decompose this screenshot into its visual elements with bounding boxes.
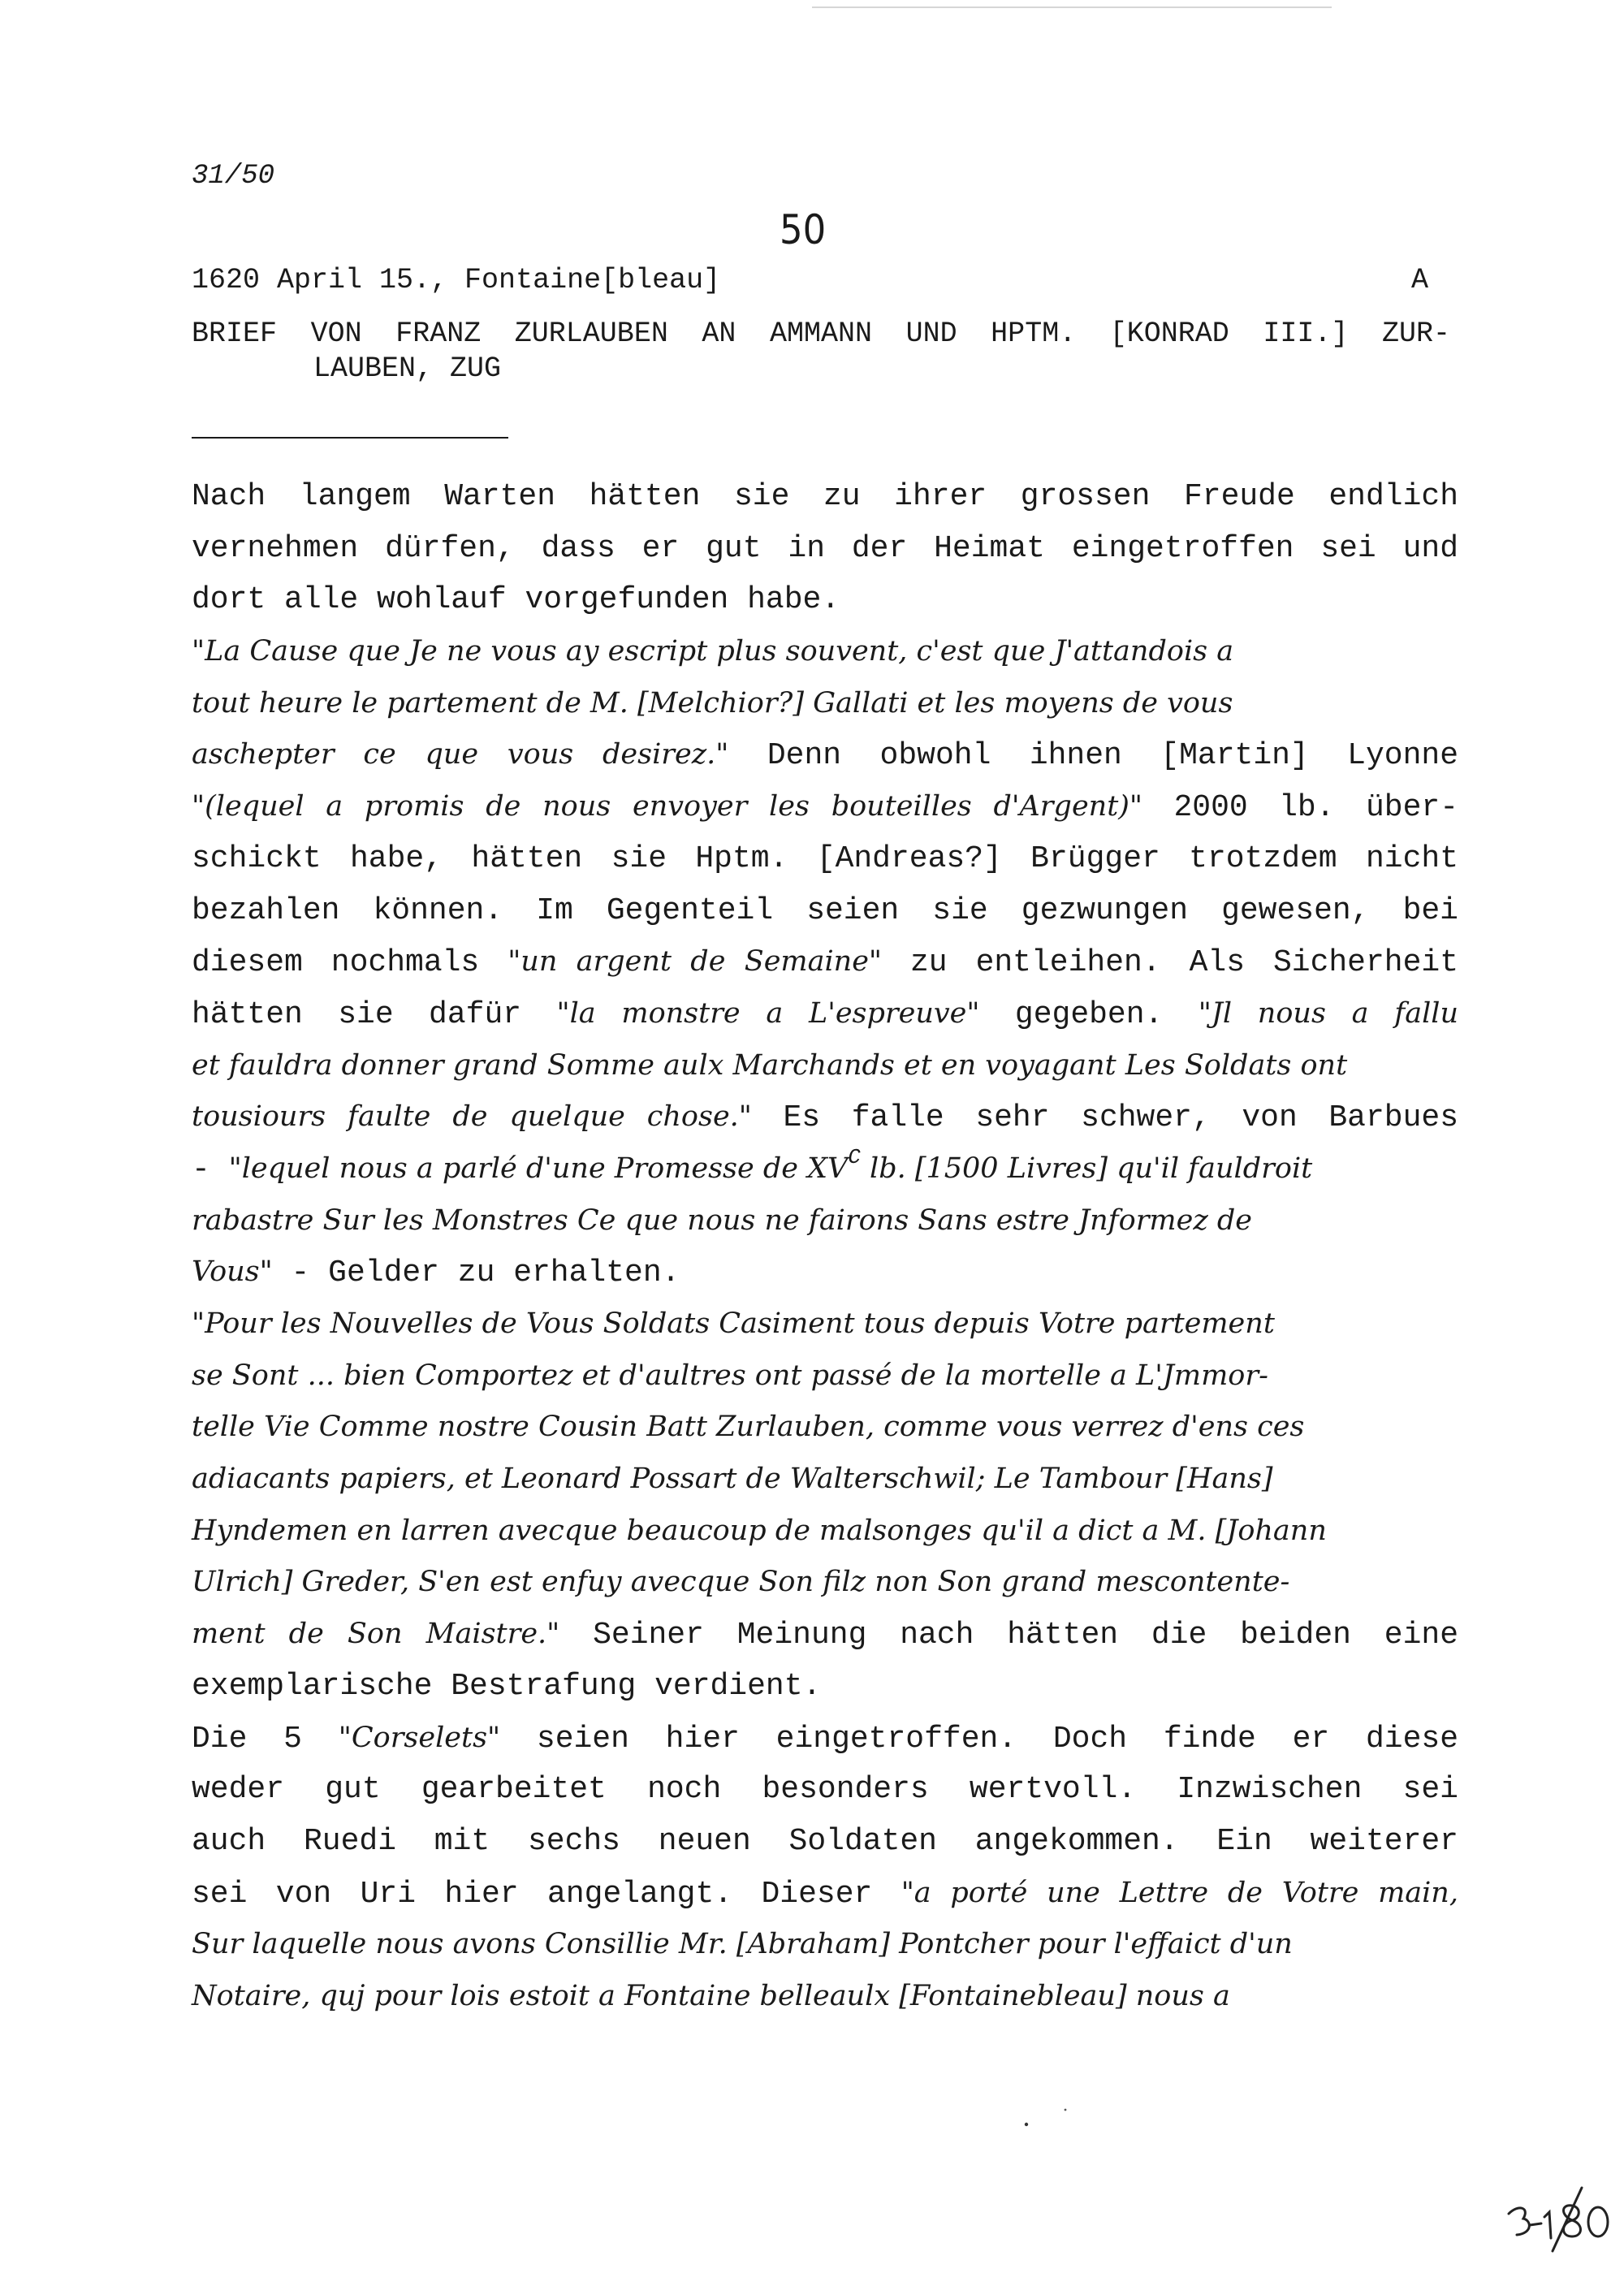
french-quote: Sur laquelle nous avons Consillie Mr. [Abraham] Pontcher pour l'effaict d'un [192,1928,1293,1961]
body-line [192,1454,1458,1506]
body-line [192,1299,1458,1350]
variant-marker: A [1410,264,1428,296]
french-quote: "La Cause que Je ne vous ay escript plus souvent, c'est que J'attandois a [192,635,1234,668]
french-quote: "a porté une Lettre de Votre main, [901,1876,1458,1909]
body-line [192,1764,1458,1816]
french-quote: et fauldra donner grand Somme aulx Marchands et en voyagant Les Soldats ont [192,1048,1348,1082]
body-line [192,1091,1458,1143]
body-line [192,1247,1458,1299]
body-line [192,988,1458,1040]
french-quote: ment de Son Maistre." [192,1618,560,1651]
body-line [192,1040,1458,1092]
heading-line-2: LAUBEN, ZUG [313,352,502,385]
german-text: schickt habe, hätten sie Hptm. [Andreas?] Brügger trotzdem nicht [192,841,1458,876]
french-quote: Ulrich] Greder, S'en est enfuy avecque Son filz non Son grand mescontente- [192,1566,1290,1599]
german-text: Es falle sehr schwer, von Barbues [751,1100,1459,1136]
german-text: 2000 lb. über- [1142,790,1459,826]
dateline [192,264,1428,296]
french-quote: "(lequel a promis de nous envoyer les bouteilles d'Argent)" [192,790,1143,823]
french-quote: aschepter ce que vous desirez." [192,738,729,771]
handwritten-folio-stamp [1502,2183,1616,2256]
body-line [192,1350,1458,1402]
folio-reference: 31/50 [192,161,275,192]
body-line [192,833,1458,885]
body-line [192,1713,1458,1765]
body-line [192,1195,1458,1247]
letter-heading [192,317,1450,387]
french-quote: "un argent de Semaine" [508,945,883,979]
body-line [192,729,1458,781]
german-text: exemplarische Bestrafung verdient. [192,1668,822,1704]
superscript: C [848,1144,861,1169]
german-text: bezahlen können. Im Gegenteil seien sie gezwungen gewesen, bei [192,892,1458,928]
body-line [192,1609,1458,1661]
body-line [192,1816,1458,1868]
french-quote: "Corselets" [338,1721,501,1754]
french-quote: Vous" [192,1255,273,1289]
body-line [192,678,1458,730]
german-text: Nach langem Warten hätten sie zu ihrer grossen Freude endlich [192,479,1458,514]
german-text: vernehmen dürfen, dass er gut in der Heimat eingetroffen sei und [192,530,1458,566]
french-quote: Hyndemen en larren avecque beaucoup de malsonges qu'il a dict a M. [Johann [192,1514,1327,1547]
german-text: - [192,1152,229,1187]
body-line [192,936,1458,988]
french-quote: tousiours faulte de quelque chose." [192,1100,752,1134]
german-text: hätten sie dafür [192,996,557,1032]
german-text: zu entleihen. Als Sicherheit [882,945,1459,981]
french-quote: se Sont ... bien Comportez et d'aultres ont passé de la mortelle a L'Jmmor- [192,1359,1268,1392]
heading-divider [192,437,508,439]
body-line [192,471,1458,523]
german-text: Denn obwohl ihnen [Martin] Lyonne [728,738,1459,774]
body-line [192,574,1458,626]
french-quote: "Jl nous a fallu [1198,996,1458,1030]
body-line [192,1557,1458,1609]
french-quote: telle Vie Comme nostre Cousin Batt Zurlauben, comme vous verrez d'ens ces [192,1411,1305,1444]
body-line [192,1506,1458,1558]
letter-body [192,471,1458,2023]
body-line [192,1919,1458,1971]
french-quote: tout heure le partement de M. [Melchior?] Gallati et les moyens de vous [192,686,1233,720]
german-text: auch Ruedi mit sechs neuen Soldaten angekommen. Ein weiterer [192,1823,1458,1859]
body-line [192,1971,1458,2023]
body-line [192,1868,1458,1920]
german-text: Die 5 [192,1721,339,1757]
french-quote: "la monstre a L'espreuve" [556,996,980,1030]
body-line [192,626,1458,678]
scan-marks [1021,2105,1070,2129]
french-quote: lb. [1500 Livres] qu'il fauldroit [860,1152,1313,1185]
body-line [192,885,1458,937]
french-quote: Notaire, quj pour lois estoit a Fontaine belleaulx [Fontainebleau] nous a [192,1979,1230,2012]
french-quote: adiacants papiers, et Leonard Possart de Walterschwil; Le Tambour [Hans] [192,1463,1273,1496]
french-quote: "Pour les Nouvelles de Vous Soldats Casiment tous depuis Votre partement [192,1307,1275,1340]
body-line [192,523,1458,575]
german-text: dort alle wohlauf vorgefunden habe. [192,582,840,618]
body-line [192,1661,1458,1713]
heading-line-1: BRIEF VON FRANZ ZURLAUBEN AN AMMANN UND HPTM. [KONRAD III.] ZUR- [192,318,1450,350]
french-quote: "lequel nous a parlé d'une Promesse de XV [228,1152,849,1185]
document-number: 50 [780,206,827,253]
german-text: Seiner Meinung nach hätten die beiden eine [559,1618,1459,1653]
german-text: weder gut gearbeitet noch besonders wertvoll. Inzwischen sei [192,1772,1458,1808]
german-text: gegeben. [979,996,1199,1032]
body-line [192,781,1458,833]
date-place: 1620 April 15., Fontaine[bleau] [192,264,721,296]
german-text: diesem nochmals [192,945,508,981]
german-text: sei von Uri hier angelangt. Dieser [192,1876,901,1912]
body-line [192,1143,1458,1195]
german-text: - Gelder zu erhalten. [272,1255,680,1291]
scan-edge-line [812,6,1332,8]
german-text: seien hier eingetroffen. Doch finde er diese [500,1721,1459,1757]
french-quote: rabastre Sur les Monstres Ce que nous ne fairons Sans estre Jnformez de [192,1203,1253,1237]
body-line [192,1402,1458,1454]
